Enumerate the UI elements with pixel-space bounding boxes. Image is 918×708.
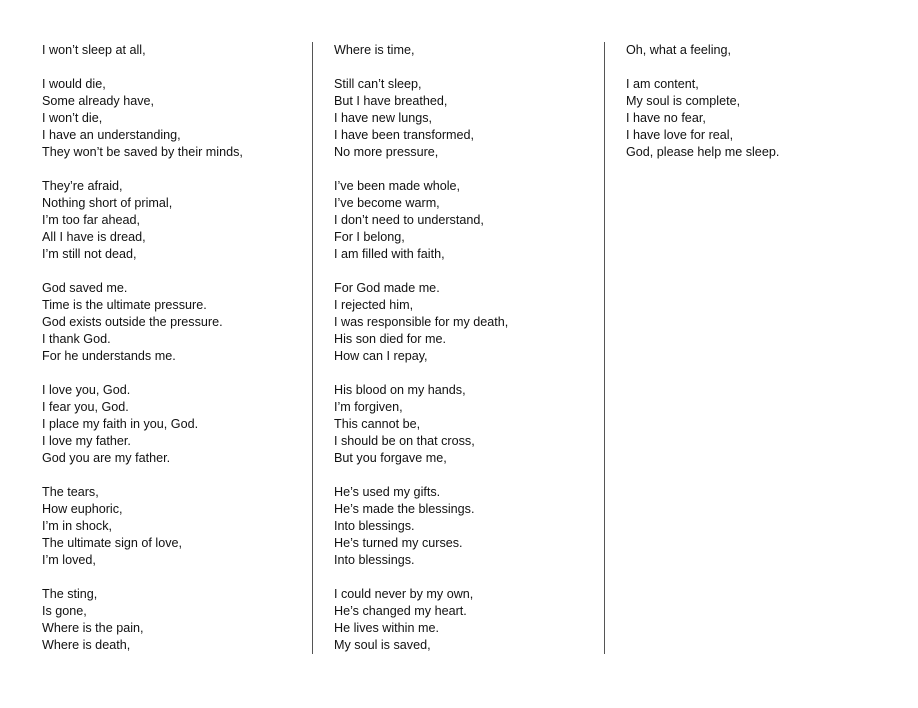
poem-line: I should be on that cross, xyxy=(334,434,475,448)
poem-column-1 xyxy=(42,42,302,671)
poem-line: For God made me. xyxy=(334,281,440,295)
poem-stanza xyxy=(626,76,886,161)
poem-line: This cannot be, xyxy=(334,417,421,431)
poem-line: I place my faith in you, God. xyxy=(42,417,199,431)
poem-line: I rejected him, xyxy=(334,298,414,312)
poem-stanza xyxy=(626,42,886,59)
poem-line: I’m forgiven, xyxy=(334,400,403,414)
poem-line: The sting, xyxy=(42,587,98,601)
poem-line: Where is time, xyxy=(334,43,415,57)
poem-line: For I belong, xyxy=(334,230,405,244)
column-divider xyxy=(312,42,313,654)
poem-line: He’s changed my heart. xyxy=(334,604,467,618)
poem-line: Still can’t sleep, xyxy=(334,77,422,91)
poem-line: They won’t be saved by their minds, xyxy=(42,145,243,159)
poem-line: But I have breathed, xyxy=(334,94,448,108)
poem-stanza xyxy=(42,382,302,467)
poem-line: I’ve become warm, xyxy=(334,196,440,210)
poem-line: He’s used my gifts. xyxy=(334,485,441,499)
poem-line: I’m still not dead, xyxy=(42,247,137,261)
poem-line: God you are my father. xyxy=(42,451,171,465)
poem-line: Where is death, xyxy=(42,638,131,652)
poem-line: The tears, xyxy=(42,485,99,499)
poem-line: I am filled with faith, xyxy=(334,247,445,261)
poem-line: I’ve been made whole, xyxy=(334,179,461,193)
poem-line: I have been transformed, xyxy=(334,128,475,142)
column-divider xyxy=(604,42,605,654)
poem-line: God saved me. xyxy=(42,281,128,295)
poem-column-3 xyxy=(626,42,886,178)
poem-line: I thank God. xyxy=(42,332,111,346)
poem-line: I have new lungs, xyxy=(334,111,433,125)
poem-line: For he understands me. xyxy=(42,349,176,363)
poem-stanza xyxy=(42,76,302,161)
poem-stanza xyxy=(334,42,594,59)
poem-stanza xyxy=(42,280,302,365)
poem-line: I’m in shock, xyxy=(42,519,112,533)
poem-line: How euphoric, xyxy=(42,502,123,516)
poem-line: His son died for me. xyxy=(334,332,446,346)
poem-stanza xyxy=(334,484,594,569)
poem-stanza xyxy=(42,178,302,263)
poem-line: I don’t need to understand, xyxy=(334,213,484,227)
poem-line: I love my father. xyxy=(42,434,131,448)
poem-line: But you forgave me, xyxy=(334,451,447,465)
poem-line: I won’t die, xyxy=(42,111,103,125)
poem-line: I won’t sleep at all, xyxy=(42,43,146,57)
poem-stanza xyxy=(42,42,302,59)
poem-line: My soul is saved, xyxy=(334,638,431,652)
poem-line: I’m loved, xyxy=(42,553,96,567)
poem-line: They’re afraid, xyxy=(42,179,123,193)
poem-line: I’m too far ahead, xyxy=(42,213,141,227)
poem-line: I have an understanding, xyxy=(42,128,181,142)
poem-line: Nothing short of primal, xyxy=(42,196,173,210)
poem-column-2 xyxy=(334,42,594,671)
poem-line: Where is the pain, xyxy=(42,621,144,635)
poem-line: I am content, xyxy=(626,77,699,91)
poem-line: He’s made the blessings. xyxy=(334,502,475,516)
poem-line: Oh, what a feeling, xyxy=(626,43,732,57)
poem-line: Into blessings. xyxy=(334,553,415,567)
poem-line: Time is the ultimate pressure. xyxy=(42,298,207,312)
poem-stanza xyxy=(334,586,594,654)
poem-stanza xyxy=(334,76,594,161)
poem-line: I was responsible for my death, xyxy=(334,315,509,329)
poem-line: He’s turned my curses. xyxy=(334,536,463,550)
poem-line: I would die, xyxy=(42,77,106,91)
poem-line: God exists outside the pressure. xyxy=(42,315,223,329)
poem-line: I have love for real, xyxy=(626,128,734,142)
poem-stanza xyxy=(334,280,594,365)
poem-line: Is gone, xyxy=(42,604,87,618)
poem-line: The ultimate sign of love, xyxy=(42,536,183,550)
poem-line: I have no fear, xyxy=(626,111,706,125)
poem-line: Into blessings. xyxy=(334,519,415,533)
poem-line: I love you, God. xyxy=(42,383,131,397)
poem-stanza xyxy=(42,484,302,569)
poem-stanza xyxy=(334,178,594,263)
poem-line: How can I repay, xyxy=(334,349,428,363)
poem-line: His blood on my hands, xyxy=(334,383,466,397)
poem-line: No more pressure, xyxy=(334,145,439,159)
poem-line: I fear you, God. xyxy=(42,400,129,414)
poem-line: All I have is dread, xyxy=(42,230,146,244)
poem-line: Some already have, xyxy=(42,94,155,108)
poem-stanza xyxy=(334,382,594,467)
poem-line: I could never by my own, xyxy=(334,587,474,601)
poem-stanza xyxy=(42,586,302,654)
poem-line: God, please help me sleep. xyxy=(626,145,780,159)
poem-line: My soul is complete, xyxy=(626,94,741,108)
poem-line: He lives within me. xyxy=(334,621,439,635)
